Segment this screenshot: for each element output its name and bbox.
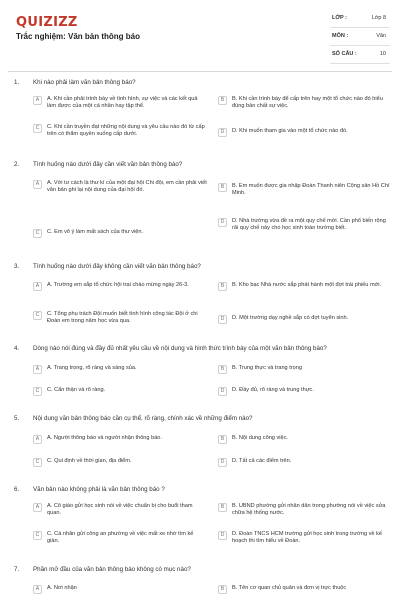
meta-label: LỚP : bbox=[332, 15, 347, 21]
option-letter-box: B bbox=[218, 435, 227, 444]
option-letter-box: A bbox=[33, 282, 42, 291]
option-letter-box: B bbox=[218, 183, 227, 192]
option-text: B. Khi cần trình bày để cấp trên hay một tổ chức nào đó hiểu đúng bản chất sự việc. bbox=[232, 96, 383, 110]
option-letter-box: D bbox=[218, 218, 227, 227]
option-text: C. Cá nhân gửi công an phường về việc mất xe nhờ tìm kế giàn. bbox=[47, 531, 194, 545]
option-letter-box: B bbox=[218, 282, 227, 291]
option-text: B. Tên cơ quan chủ quản và đơn vị trực thuộc bbox=[232, 585, 347, 591]
quizizz-logo: QUIZIZZ bbox=[16, 15, 78, 30]
option-letter-box: C bbox=[33, 531, 42, 540]
header-divider bbox=[8, 71, 392, 72]
question-number: 6. bbox=[14, 486, 20, 493]
option-text: C. Cẩn thận và rõ ràng. bbox=[47, 387, 106, 393]
meta-row-grade bbox=[330, 12, 390, 28]
option-text: D. Đoàn TNCS HCM trường gửi học sinh trong trường về kế hoạch thi tìm hiểu về Đoàn. bbox=[232, 531, 382, 545]
meta-value: Văn bbox=[376, 33, 386, 39]
option-letter-box: C bbox=[33, 229, 42, 238]
question-number: 1. bbox=[14, 79, 20, 86]
option-letter-box: C bbox=[33, 124, 42, 133]
option-text: C. Qui định về thời gian, địa điểm. bbox=[47, 458, 132, 464]
header bbox=[0, 0, 400, 68]
meta-value: Lớp 8 bbox=[371, 15, 386, 21]
option-text: A. Khi cần phải trình bày về tình hình, sự việc và các kết quả làm được của một cá nhân hay tập thể. bbox=[47, 96, 198, 110]
meta-row-count bbox=[330, 48, 390, 64]
option-letter-box: B bbox=[218, 365, 227, 374]
option-text: A. Với tư cách là thư kí của một đại hội Chi đội, em cần phải viết văn bản ghi lại nội dung của đại hội đó. bbox=[47, 180, 207, 194]
option-letter-box: B bbox=[218, 503, 227, 512]
option-text: B. Nội dung công việc. bbox=[232, 435, 288, 441]
question-text: Dòng nào nói đúng và đầy đủ nhất yêu cầu về nội dung và hình thức trình bày của một văn bản thông báo? bbox=[33, 345, 327, 352]
option-letter-box: D bbox=[218, 387, 227, 396]
option-letter-box: A bbox=[33, 96, 42, 105]
option-letter-box: B bbox=[218, 96, 227, 105]
option-letter-box: B bbox=[218, 585, 227, 594]
option-letter-box: A bbox=[33, 435, 42, 444]
question-text: Văn bản nào không phải là văn bản thông báo ? bbox=[33, 486, 165, 493]
option-text: D. Nhà trường vừa đề ra một quy chế mới. Cần phổ biến rộng rãi quy chế này cho học sinh toàn trường biết. bbox=[232, 218, 386, 232]
question-text: Phần mở đầu của văn bản thông báo không có mục nào? bbox=[33, 566, 191, 573]
option-letter-box: C bbox=[33, 311, 42, 320]
meta-row-subject bbox=[330, 30, 390, 46]
option-letter-box: A bbox=[33, 503, 42, 512]
question-text: Tình huống nào dưới đây không cần viết văn bản thông báo? bbox=[33, 263, 201, 270]
option-letter-box: D bbox=[218, 458, 227, 467]
page-title: Trắc nghiệm: Văn bản thông báo bbox=[16, 32, 141, 41]
option-letter-box: D bbox=[218, 531, 227, 540]
option-letter-box: A bbox=[33, 180, 42, 189]
option-text: C. Em vô ý làm mất sách của thư viện. bbox=[47, 229, 144, 235]
meta-value: 10 bbox=[379, 51, 386, 57]
option-text: A. Cô giáo gửi học sinh nói về việc chuẩn bị cho buổi tham quan. bbox=[47, 503, 193, 517]
option-text: D. Tất cả các điểm trên. bbox=[232, 458, 292, 464]
option-letter-box: A bbox=[33, 365, 42, 374]
option-text: D. Một trường dạy nghề sắp có đợt tuyển sinh. bbox=[232, 315, 349, 321]
question-text: Khi nào phải làm văn bản thông báo? bbox=[33, 79, 136, 86]
question-number: 3. bbox=[14, 263, 20, 270]
option-text: D. Đầy đủ, rõ ràng và trung thực. bbox=[232, 387, 314, 393]
option-text: D. Khi muốn tham gia vào một tổ chức nào đó. bbox=[232, 128, 348, 134]
option-letter-box: A bbox=[33, 585, 42, 594]
question-number: 4. bbox=[14, 345, 20, 352]
question-number: 5. bbox=[14, 415, 20, 422]
question-number: 7. bbox=[14, 566, 20, 573]
option-text: B. Trung thực và trang trọng bbox=[232, 365, 302, 371]
option-text: A. Trường em sắp tổ chức hội trại chào mừng ngày 26-3. bbox=[47, 282, 189, 288]
question-number: 2. bbox=[14, 161, 20, 168]
meta-label: MÔN : bbox=[332, 33, 349, 39]
option-text: C. Tổng phụ trách Đội muốn biết tình hình công tác Đội ở chi Đoàn em trong năm học vừa qua. bbox=[47, 311, 198, 325]
option-text: C. Khi cần truyền đạt những nội dung và yêu cầu nào đó từ cấp trên có thẩm quyền xuống cấp dưới. bbox=[47, 124, 205, 138]
option-letter-box: D bbox=[218, 315, 227, 324]
option-letter-box: C bbox=[33, 458, 42, 467]
option-letter-box: C bbox=[33, 387, 42, 396]
option-text: B. UBND phường gửi nhân dân trong phường nói về việc sửa chữa hệ thống nước. bbox=[232, 503, 386, 517]
option-text: A. Trang trọng, rõ ràng và sáng sủa. bbox=[47, 365, 137, 371]
meta-table bbox=[330, 12, 390, 66]
question-text: Tình huống nào dưới đây cần viết văn bản thông báo? bbox=[33, 161, 183, 168]
option-text: B. Em muốn được gia nhập Đoàn Thanh niên Cộng sản Hồ Chí Minh. bbox=[232, 183, 390, 197]
option-text: A. Người thông báo và người nhận thông báo. bbox=[47, 435, 162, 441]
meta-label: SỐ CÂU : bbox=[332, 51, 357, 57]
option-text: A. Nơi nhận bbox=[47, 585, 77, 591]
option-letter-box: D bbox=[218, 128, 227, 137]
question-text: Nội dung văn bản thông báo cần cụ thể, rõ ràng, chính xác về những điểm nào? bbox=[33, 415, 253, 422]
option-text: B. Kho bạc Nhà nước sắp phát hành một đợt trái phiếu mới. bbox=[232, 282, 382, 288]
